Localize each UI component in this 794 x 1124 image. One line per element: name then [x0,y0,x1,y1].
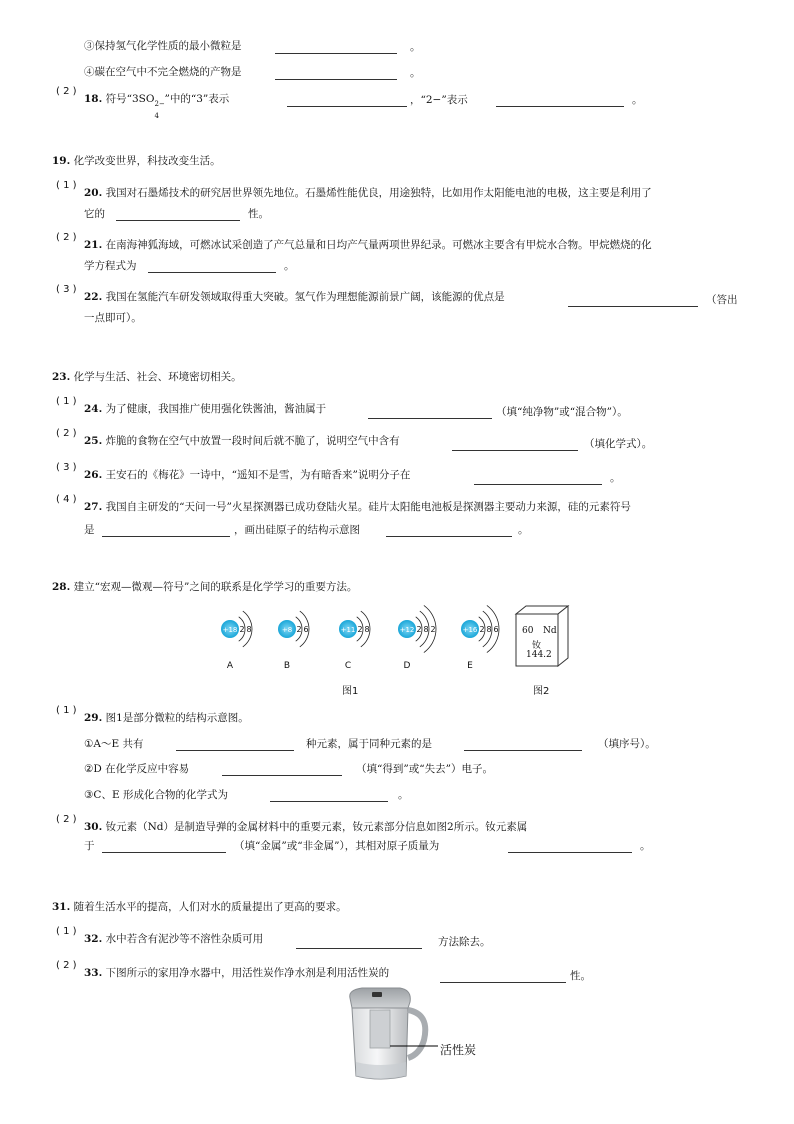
q22-line1: 22. 我国在氢能汽车研发领域取得重大突破。氢气作为理想能源前景广阔，该能源的优点是 [84,291,505,303]
part-number: ( 4 ) [56,494,77,505]
atom-C [339,611,370,671]
answer-blank[interactable] [148,262,276,273]
atom-label: B [283,661,291,671]
electron-count: 8 [486,625,492,634]
question-number: 27. [84,501,103,513]
nucleus-charge: +8 [281,626,293,634]
question-number: 28. [52,581,71,593]
nucleus-charge: +16 [462,626,478,634]
q17-item-3: ③保持氢气化学性质的最小微粒是 [84,40,242,52]
q30-line2a: 于 [84,840,95,852]
electron-count: 6 [303,625,309,634]
q20-line1: 20. 我国对石墨烯技术的研究居世界领先地位。石墨烯性能优良，用途独特，比如用作太阳能电池的电极，这主要是利用了 [84,187,652,199]
q23-heading: 23. 化学与生活、社会、环境密切相关。 [52,371,242,383]
answer-blank[interactable] [464,740,582,751]
question-number: 22. [84,291,103,303]
electron-count: 2 [357,625,363,634]
part-number: ( 1 ) [56,705,77,716]
q18-stem: 18. 符号“3SO 2− 4 ”中的“3”表示 [84,93,230,120]
part-number: ( 2 ) [56,232,77,243]
answer-blank[interactable] [287,96,407,107]
question-number: 20. [84,187,103,199]
figure-1-caption: 图1 [342,686,359,697]
q24: 24. 为了健康，我国推广使用强化铁酱油，酱油属于 [84,403,327,415]
answer-blank[interactable] [176,740,294,751]
q29-intro: 29. 图1是部分微粒的结构示意图。 [84,712,249,724]
q21-line1: 21. 在南海神狐海域，可燃冰试采创造了产气总量和日均产气量两项世界纪录。可燃冰主要含有甲烷水合物。甲烷燃烧的化 [84,239,652,251]
answer-blank[interactable] [508,842,632,853]
answer-blank[interactable] [275,43,397,54]
answer-blank[interactable] [568,296,698,307]
element-cell-nd [510,604,570,668]
answer-blank[interactable] [296,938,422,949]
q27-line2a: 是 [84,524,95,536]
nucleus-charge: +18 [222,626,238,634]
atom-D [398,605,436,671]
electron-count: 8 [246,625,252,634]
answer-blank[interactable] [440,972,566,983]
element-name: 钕 [532,641,542,651]
nucleus-charge: +12 [399,626,415,634]
electron-count: 8 [423,625,429,634]
part-number: ( 1 ) [56,926,77,937]
part-number: ( 2 ) [56,428,77,439]
period: 。 [610,472,621,484]
q29-s3a: ③C、E 形成化合物的化学式为 [84,789,228,801]
answer-blank[interactable] [386,526,512,537]
q22-line1b: （答出 [706,294,738,306]
water-filter-pitcher [336,984,486,1084]
answer-blank[interactable] [116,210,240,221]
part-number: ( 2 ) [56,86,77,97]
q17-item-4: ④碳在空气中不完全燃烧的产物是 [84,66,242,78]
q26: 26. 王安石的《梅花》一诗中，“遥知不是雪，为有暗香来”说明分子在 [84,469,411,481]
atom-B [278,611,309,671]
q30-line1: 30. 钕元素（Nd）是制造导弹的金属材料中的重要元素，钕元素部分信息如图2所示。钕元素属 [84,821,528,833]
q21-line2a: 学方程式为 [84,260,137,272]
answer-blank[interactable] [275,69,397,80]
q27-line1: 27. 我国自主研发的“天问一号”火星探测器已成功登陆火星。硅片太阳能电池板是探测器主要动力来源，硅的元素符号 [84,501,631,513]
q25: 25. 炸脆的食物在空气中放置一段时间后就不脆了，说明空气中含有 [84,435,400,447]
atom-A [221,611,252,671]
answer-blank[interactable] [368,408,492,419]
element-symbol: Nd [543,626,557,636]
electron-count: 6 [493,625,499,634]
period: 。 [518,524,529,536]
question-number: 25. [84,435,103,447]
question-number: 19. [52,155,71,167]
electron-count: 8 [364,625,370,634]
question-number: 18. [84,93,103,105]
q22-line2: 一点即可）。 [84,312,142,324]
answer-blank[interactable] [102,842,226,853]
q19-heading: 19. 化学改变世界，科技改变生活。 [52,155,221,167]
answer-blank[interactable] [452,440,578,451]
q20-line2a: 它的 [84,208,105,220]
atomic-number: 60 [522,626,534,636]
nucleus-charge: +11 [340,626,356,634]
answer-blank[interactable] [222,765,342,776]
atom-label: A [226,661,234,671]
q29-s1a: ①A～E 共有 [84,738,144,750]
q25-hint: （填化学式）。 [584,438,653,450]
part-number: ( 2 ) [56,814,77,825]
part-number: ( 2 ) [56,960,77,971]
q31-heading: 31. 随着生活水平的提高，人们对水的质量提出了更高的要求。 [52,901,347,913]
q30-line2b: （填“金属”或“非金属”），其相对原子质量为 [234,840,440,852]
atom-label: C [344,661,352,671]
atom-label: D [403,661,411,671]
q29-s2a: ②D 在化学反应中容易 [84,763,190,775]
period: 。 [410,41,421,53]
period: 。 [284,260,295,272]
answer-blank[interactable] [474,474,602,485]
q33-b: 性。 [570,970,591,982]
q32-b: 方法除去。 [438,936,491,948]
q28-heading: 28. 建立“宏观—微观—符号”之间的联系是化学学习的重要方法。 [52,581,358,593]
electron-count: 2 [296,625,302,634]
answer-blank[interactable] [102,526,230,537]
electron-count: 2 [430,625,436,634]
question-number: 30. [84,821,103,833]
atomic-mass: 144.2 [526,650,552,660]
question-number: 29. [84,712,103,724]
question-number: 31. [52,901,71,913]
question-number: 32. [84,933,103,945]
question-number: 21. [84,239,103,251]
period: 。 [632,94,643,106]
q18-text-c: ，“2−”表示 [410,94,468,106]
activated-carbon-label: 活性炭 [440,1043,477,1057]
q29-s1c: （填序号）。 [598,738,656,750]
figure-2-caption: 图2 [533,686,550,697]
electron-count: 2 [239,625,245,634]
q33: 33. 下图所示的家用净水器中，用活性炭作净水剂是利用活性炭的 [84,967,390,979]
q29-s1b: 种元素，属于同种元素的是 [306,738,432,750]
q24-hint: （填“纯净物”或“混合物”）。 [496,406,628,418]
question-number: 24. [84,403,103,415]
atom-E [461,605,499,671]
q32: 32. 水中若含有泥沙等不溶性杂质可用 [84,933,264,945]
electron-count: 2 [416,625,422,634]
question-number: 33. [84,967,103,979]
period: 。 [640,840,651,852]
question-number: 23. [52,371,71,383]
atom-label: E [467,661,473,671]
period: 。 [410,67,421,79]
answer-blank[interactable] [496,96,624,107]
part-number: ( 3 ) [56,284,77,295]
part-number: ( 1 ) [56,180,77,191]
q27-line2b: ，画出硅原子的结构示意图 [234,524,360,536]
answer-blank[interactable] [270,791,388,802]
electron-count: 2 [479,625,485,634]
question-number: 26. [84,469,103,481]
part-number: ( 1 ) [56,396,77,407]
period: 。 [398,789,409,801]
q20-line2b: 性。 [248,208,269,220]
q29-s2b: （填“得到”或“失去”）电子。 [356,763,493,775]
part-number: ( 3 ) [56,462,77,473]
